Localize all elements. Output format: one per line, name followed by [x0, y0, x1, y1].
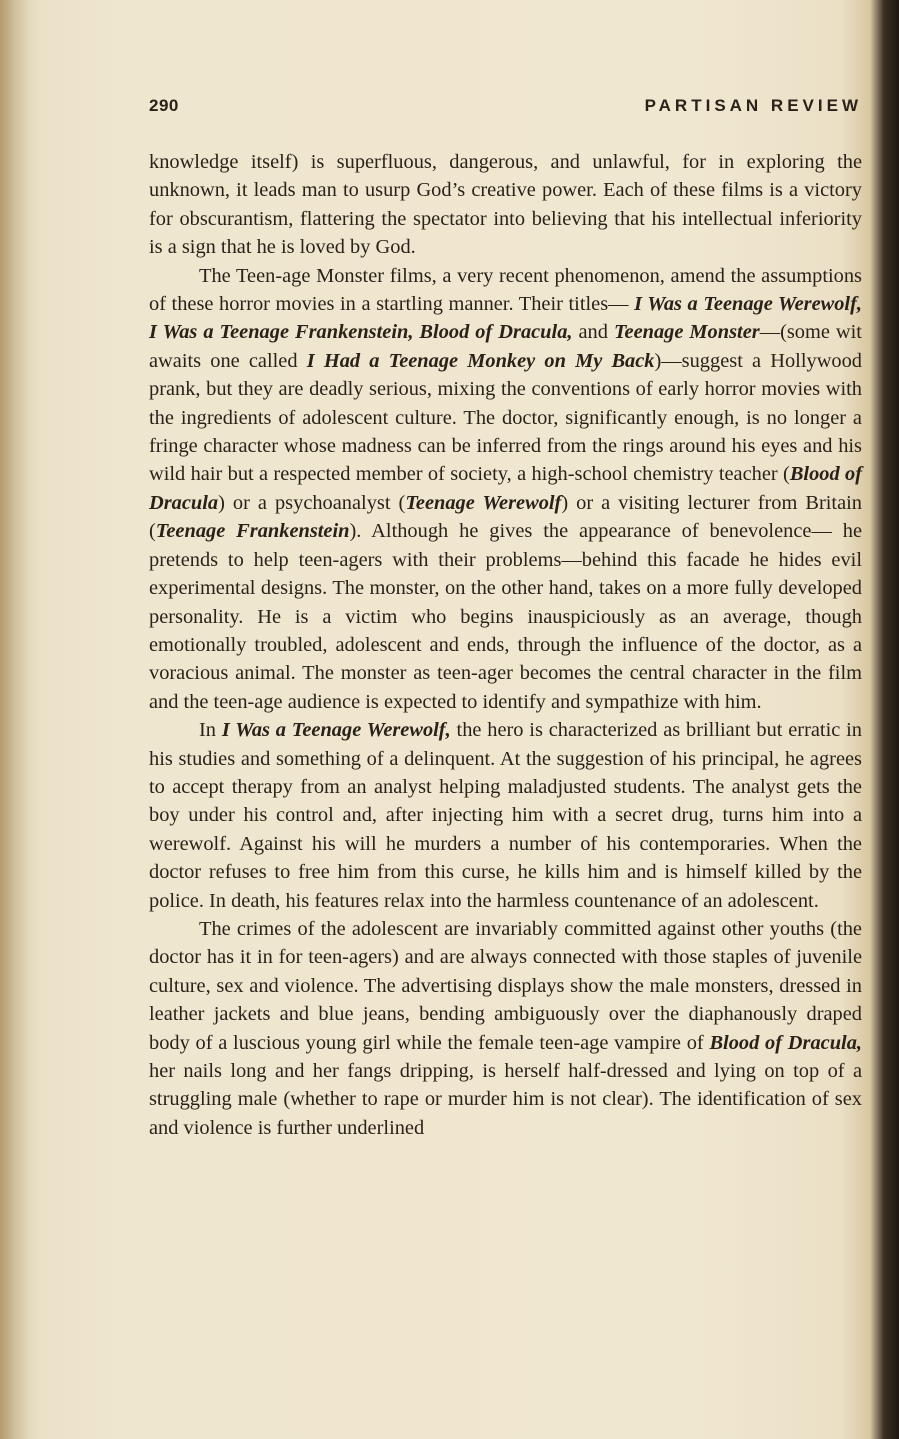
text-run: The Teen-age Monster films, a very recent phenomenon, amend the assumptions of these horror movies in a startling manner. Their titles— — [149, 264, 862, 316]
page-number: 290 — [149, 96, 179, 115]
text-run: In — [199, 719, 222, 742]
text-run: knowledge itself) is superfluous, dangerous, and unlawful, for in exploring the unknown, it leads man to usurp God’s creative power. Each of these films is a victory for obscurantism, flattering the spectator into believing that his intellectual inferiority is a sign that he is loved by God. — [149, 151, 862, 259]
running-head: PARTISAN REVIEW — [644, 96, 862, 115]
italic-title-text: I Was a Teenage Werewolf, I Was a Teenage Frankenstein, Blood of Dracula, — [149, 293, 862, 344]
text-run: —(some wit awaits one called — [149, 321, 862, 372]
text-run: ) or a visiting lecturer from Britain ( — [149, 491, 863, 543]
italic-title-text: I Was a Teenage Werewolf, — [221, 719, 451, 742]
italic-title-text: Blood of Dracula — [149, 463, 863, 514]
text-run: ) or a psychoanalyst ( — [218, 491, 406, 514]
text-run: )—suggest a Hollywood prank, but they are deadly serious, mixing the conventions of early horror movies with the ingredients of adolescent culture. The doctor, significantly enough, is no longer a fringe character whose madness can be inferred from the rings around his eyes and his wild hair but a respected member of society, a high-school chemistry teacher ( — [149, 349, 863, 486]
text-run: the hero is characterized as brilliant but erratic in his studies and something of a delinquent. At the suggestion of his principal, he agrees to accept therapy from an analyst helping maladjusted students. The analyst gets the boy under his control and, after injecting him with a secret drug, turns him into a werewolf. Against his will he murders a number of his contemporaries. When the doctor refuses to free him from this curse, he kills him and is himself killed by the police. In death, his features relax into the harmless countenance of an adolescent. — [149, 719, 862, 912]
text-run: The crimes of the adolescent are invariably committed against other youths (the doctor has it in for teen-agers) and are always connected with those staples of juvenile culture, sex and violence. The advertising displays show the male monsters, dressed in leather jackets and blue jeans, bending ambiguously over the diaphanously draped body of a luscious young girl while the female teen-age vampire of — [149, 917, 862, 1054]
italic-title-text: Teenage Monster — [613, 321, 760, 344]
page-header — [149, 96, 862, 124]
text-run: her nails long and her fangs dripping, is herself half-dressed and lying on top of a struggling male (whether to rape or murder him is not clear). The identification of sex and violence is further underlined — [149, 1060, 862, 1139]
gutter-shadow — [0, 0, 30, 1439]
paragraph — [149, 148, 862, 262]
text-run: and — [572, 321, 614, 344]
body-text — [149, 148, 862, 1142]
italic-title-text: Teenage Frankenstein — [155, 520, 350, 543]
paragraph — [149, 915, 862, 1142]
italic-title-text: I Had a Teenage Monkey on My Back — [306, 349, 655, 372]
paragraph — [149, 262, 862, 717]
italic-title-text: Blood of Dracula, — [709, 1031, 862, 1054]
paragraph — [149, 716, 862, 915]
text-run: ). Although he gives the appearance of benevolence— he pretends to help teen-agers with their problems—behind this facade he hides evil experimental designs. The monster, on the other hand, takes on a more fully developed personality. He is a victim who begins inauspiciously as an average, though emotionally troubled, adolescent and ends, through the influence of the doctor, as a voracious animal. The monster as teen-ager becomes the central character in the film and the teen-age audience is expected to identify and sympathize with him. — [149, 520, 862, 713]
italic-title-text: Teenage Werewolf — [405, 491, 562, 514]
